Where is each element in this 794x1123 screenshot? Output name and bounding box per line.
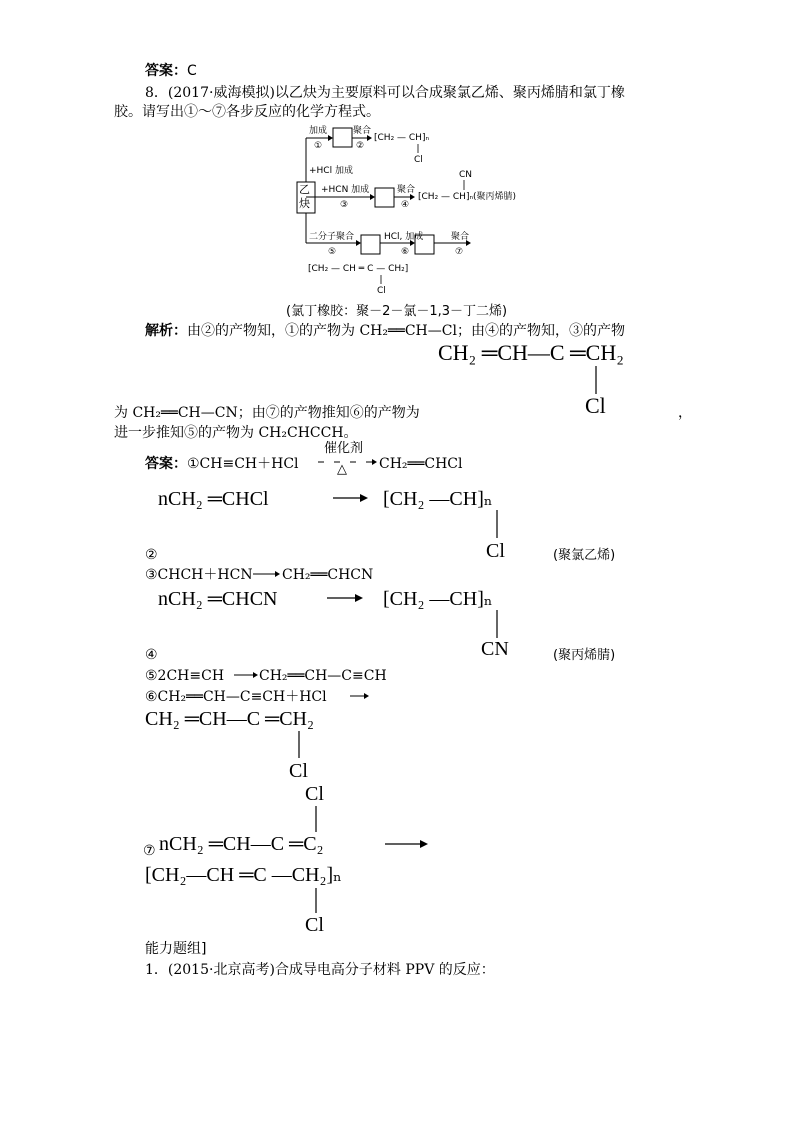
diagram-label: ④ (401, 200, 410, 210)
q8-line1: 8．(2017·威海模拟)以乙炔为主要原料可以合成聚氯乙烯、聚丙烯腈和氯丁橡 (145, 85, 625, 101)
answer-eq4-cn: CN (481, 638, 509, 660)
polymer-cn: CN (459, 170, 473, 180)
answer-label: 答案：C (145, 63, 197, 79)
section-title: 能力题组] (145, 941, 207, 957)
answer-eq2-name: (聚氯乙烯) (553, 548, 616, 563)
answer-eq1: 答案：①CH≡CH＋HCl (145, 456, 299, 472)
answer-eq6-cl: Cl (289, 760, 308, 782)
diagram-label: 加成 (309, 126, 328, 136)
diagram-label: HCl, 加成 (384, 232, 424, 242)
answer-eq4-left: nCH₂ ═CHCN (158, 588, 278, 610)
answer-eq6: ⑥CH₂══CH—C≡CH＋HCl (145, 689, 327, 705)
diagram-caption: (氯丁橡胶：聚－2－氯－1,3－丁二烯) (286, 304, 508, 319)
diagram-label: ⑥ (401, 247, 410, 257)
acetylene-label-2: 炔 (299, 197, 310, 210)
diagram-label: 二分子聚合 (309, 232, 355, 242)
analysis-formula-cl: Cl (585, 393, 606, 418)
diagram-label: 聚合 (353, 126, 372, 136)
answer-eq5: ⑤2CH≡CH (145, 668, 225, 684)
answer-eq7-left: nCH₂ ═CH—C ═C₂ (159, 833, 324, 855)
answer-num4: ④ (145, 647, 158, 663)
acetylene-label-1: 乙 (299, 183, 310, 196)
answer-eq7-product: [CH₂—CH ═C —CH₂]ₙ (145, 864, 342, 886)
diagram-label: 聚合 (397, 185, 416, 195)
answer-eq3-product: CH₂══CHCN (282, 567, 374, 583)
answer-eq7-cl-top: Cl (305, 783, 324, 805)
analysis-line1: 解析：由②的产物知，①的产物为 CH₂══CH—Cl；由④的产物知，③的产物 (145, 323, 625, 339)
diagram-label: ② (356, 141, 365, 151)
polymer-pvc: [CH₂ — CH]ₙ (374, 133, 430, 143)
polymer-cl: Cl (414, 155, 423, 165)
diagram-label: +HCN 加成 (321, 185, 370, 195)
answer-eq2-right: [CH₂ —CH]ₙ (383, 488, 493, 510)
heat-symbol: △ (337, 462, 347, 477)
analysis-line3: 进一步推知⑤的产物为 CH₂CHCCH。 (114, 425, 358, 441)
q8-line2: 胶。请写出①～⑦各步反应的化学方程式。 (114, 104, 380, 120)
analysis-line2: 为 CH₂══CH—CN；由⑦的产物推知⑥的产物为 (114, 405, 420, 421)
answer-eq3: ③CHCH＋HCN (145, 567, 253, 583)
answer-eq6-product: CH₂ ═CH—C ═CH₂ (145, 708, 314, 730)
diagram-label: ③ (340, 200, 349, 210)
polymer-pan: [CH₂ — CH]ₙ(聚丙烯腈) (418, 192, 517, 202)
diagram-label: +HCl 加成 (309, 166, 353, 176)
diagram-label: 聚合 (451, 232, 470, 242)
diagram-label: ① (314, 141, 323, 151)
answer-eq2-left: nCH₂ ═CHCl (158, 488, 269, 510)
polymer-cl: Cl (377, 286, 386, 296)
answer-eq4-name: (聚丙烯腈) (553, 648, 616, 663)
answer-eq4-right: [CH₂ —CH]ₙ (383, 588, 493, 610)
answer-eq7-cl-bot: Cl (305, 914, 324, 936)
answer-eq7-num: ⑦ (143, 843, 156, 859)
answer-eq5-product: CH₂══CH—C≡CH (259, 668, 387, 684)
diagram-label: ⑦ (455, 247, 464, 257)
analysis-formula: CH₂ ═CH—C ═CH₂ (438, 340, 624, 365)
answer-eq2-cl: Cl (486, 540, 505, 562)
polymer-cr: [CH₂ — CH ═ C — CH₂] (308, 264, 409, 274)
diagram-label: ⑤ (328, 247, 337, 257)
q1-text: 1．(2015·北京高考)合成导电高分子材料 PPV 的反应： (145, 962, 495, 978)
analysis-comma: ， (678, 405, 692, 421)
answer-num2: ② (145, 547, 158, 563)
answer-eq1-product: CH₂══CHCl (379, 456, 463, 472)
catalyst-label: 催化剂 (324, 441, 364, 456)
